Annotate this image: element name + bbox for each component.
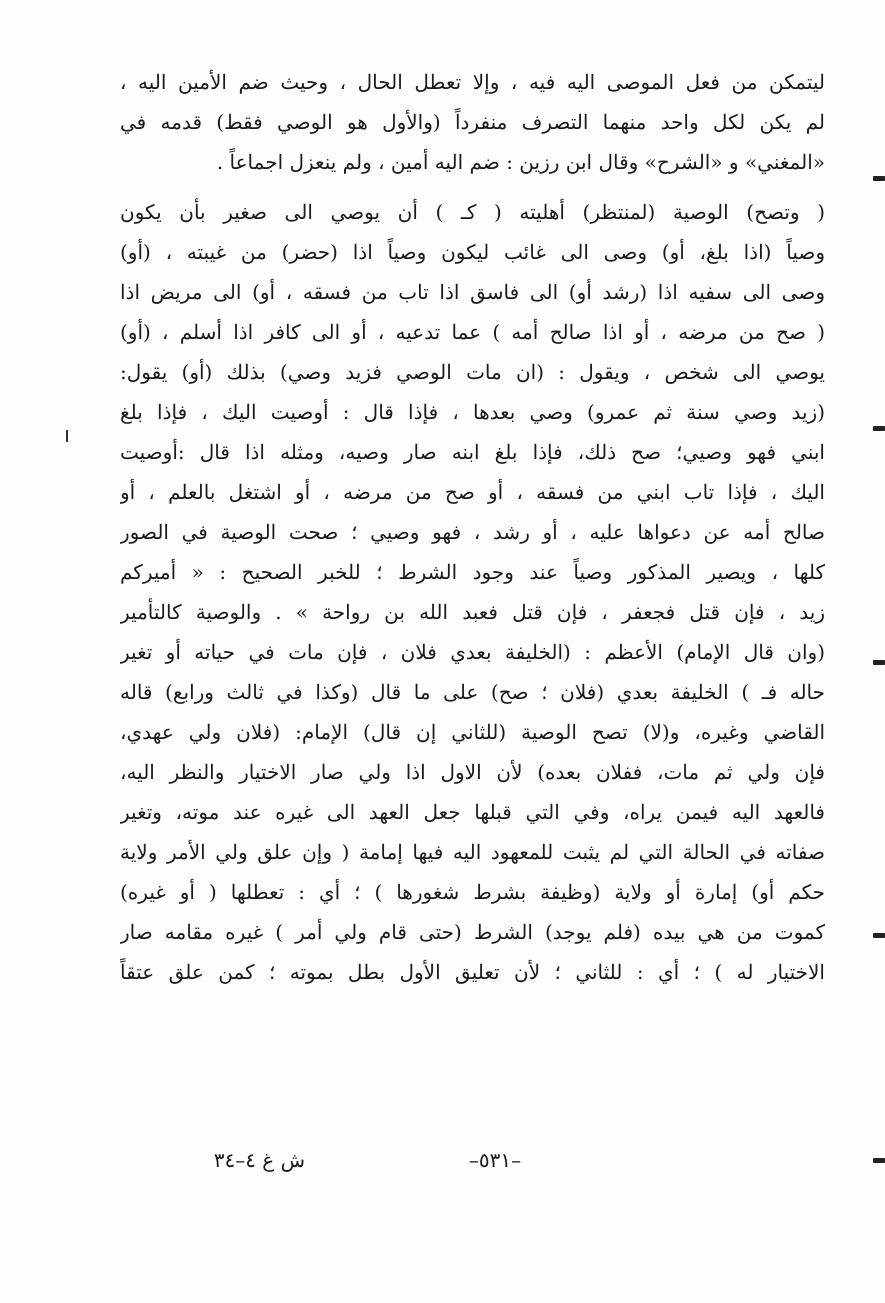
text-line: الاختيار له ) ؛ أي : للثاني ؛ لأن تعليق الأول بطل بموته ؛ كمن علق عتقاً	[120, 960, 825, 984]
text-line: ( صح من مرضه ، أو اذا صالح أمه ) عما تدعيه ، أو الى كافر اذا أسلم ، (أو)	[120, 320, 825, 344]
text-line: ابني فهو وصيي؛ صح ذلك، فإذا بلغ ابنه صار وصيه، ومثله اذا قال :أوصيت	[120, 440, 825, 464]
text-line: (زيد وصي سنة ثم عمرو) وصي بعدها ، فإذا قال : أوصيت اليك ، فإذا بلغ	[120, 400, 825, 424]
text-line: حاله فـ ) الخليفة بعدي (فلان ؛ صح) على ما قال (وكذا في ثالث ورابع) قاله	[120, 680, 825, 704]
text-line: ليتمكن من فعل الموصى اليه فيه ، وإلا تعطل الحال ، وحيث ضم الأمين اليه ،	[120, 70, 825, 94]
scan-margin-mark	[873, 1158, 885, 1163]
text-line: وصياً (اذا بلغ، أو) وصى الى غائب ليكون وصياً اذا (حضر) من غيبته ، (أو)	[120, 240, 825, 264]
text-line: (وان قال الإمام) الأعظم : (الخليفة بعدي فلان ، فإن مات في حياته أو تغير	[120, 640, 825, 664]
paragraph-1	[120, 62, 825, 182]
text-line: زيد ، فإن قتل فجعفر ، فإن قتل فعبد الله بن رواحة » . والوصية كالتأمير	[120, 600, 825, 624]
paragraph-2	[120, 192, 825, 992]
scan-margin-tick	[66, 430, 68, 442]
text-line: اليك ، فإذا تاب ابني من فسقه ، أو صح من مرضه ، أو اشتغل بالعلم ، أو	[120, 480, 825, 504]
scan-margin-mark	[873, 933, 885, 938]
text-line: «المغني» و «الشرح» وقال ابن رزين : ضم اليه أمين ، ولم ينعزل اجماعاً .	[216, 150, 825, 174]
document-body	[120, 62, 825, 992]
scan-margin-mark	[873, 176, 885, 181]
text-line: فإن ولي ثم مات، ففلان بعده) لأن الاول اذا ولي صار الاختيار والنظر اليه،	[120, 760, 825, 784]
text-line: القاضي وغيره، و(لا) تصح الوصية (للثاني إن قال) الإمام: (فلان ولي عهدي،	[120, 720, 825, 744]
text-line: حكم أو) إمارة أو ولاية (وظيفة بشرط شغورها ) ؛ أي : تعطلها ( أو غيره)	[120, 880, 825, 904]
text-line: كموت من هي بيده (فلم يوجد) الشرط (حتى قام ولي أمر ) غيره مقامه صار	[120, 920, 825, 944]
text-line: وصى الى سفيه اذا (رشد أو) الى فاسق اذا تاب من فسقه ، أو) الى مريض اذا	[120, 280, 825, 304]
scan-margin-mark	[873, 660, 885, 665]
text-line: يوصي الى شخص ، ويقول : (ان مات الوصي فزيد وصي) بذلك (أو) يقول:	[120, 360, 825, 384]
text-line: كلها ، ويصير المذكور وصياً عند وجود الشرط ؛ للخبر الصحيح : « أميركم	[120, 560, 825, 584]
text-line: فالعهد اليه فيمن يراه، وفي التي قبلها جعل العهد الى غيره عند موته، وتغير	[120, 800, 825, 824]
scan-margin-mark	[873, 426, 885, 431]
paragraph-spacer	[120, 182, 825, 192]
signature-mark: ش غ ٤–٣٤	[213, 1148, 305, 1172]
page-number: –٥٣١–	[468, 1148, 522, 1172]
text-line: صالح أمه عن دعواها عليه ، أو رشد ، فهو وصيي ؛ صحت الوصية في الصور	[120, 520, 825, 544]
text-line: ( وتصح) الوصية (لمنتظر) أهليته ( كـ ) أن يوصي الى صغير بأن يكون	[120, 200, 825, 224]
text-line: لم يكن لكل واحد منهما التصرف منفرداً (والأول هو الوصي فقط) قدمه في	[120, 110, 825, 134]
page-footer	[120, 1148, 825, 1184]
text-line: صفاته في الحالة التي لم يثبت للمعهود اليه فيها إمامة ( وإن علق ولي الأمر ولاية	[120, 840, 825, 864]
